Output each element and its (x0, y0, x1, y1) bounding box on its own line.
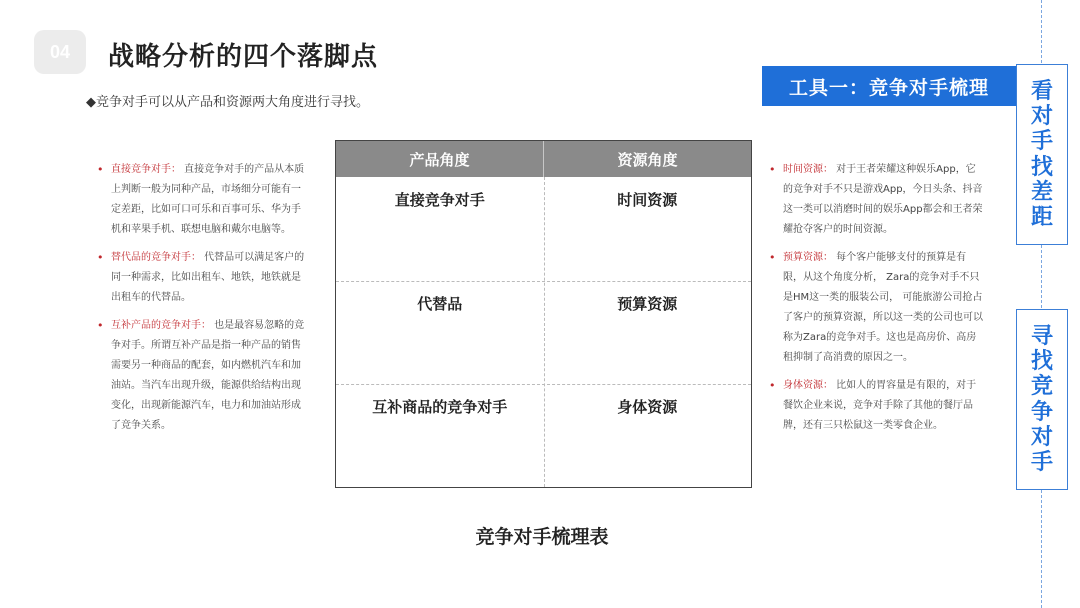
table-caption: 竞争对手梳理表 (475, 526, 609, 548)
list-item (95, 248, 309, 308)
slide-title: 战略分析的四个落脚点 (108, 42, 379, 72)
matrix-body (336, 177, 751, 487)
list-item (767, 160, 983, 240)
intro-text: ◆竞争对手可以从产品和资源两大角度进行寻找。 (86, 95, 369, 110)
list-item-text: 直接竞争对手的产品从本质上判断一般为同种产品，市场细分可能有一定差距，比如可口可乐和百事可乐、华为手机和苹果手机、联想电脑和戴尔电脑等。 (111, 164, 305, 235)
matrix-divider (336, 281, 751, 282)
matrix-header-product: 产品角度 (409, 150, 470, 169)
matrix-cell: 身体资源 (617, 398, 678, 416)
list-item-term: 替代品的竞争对手： (111, 252, 201, 263)
matrix-header-row (336, 141, 751, 177)
matrix-cell: 互补商品的竞争对手 (372, 398, 508, 416)
list-item-text: 比如人的胃容量是有限的，对于餐饮企业来说，竞争对手除了其他的餐厅品牌，还有三只松鼠这一类零食企业。 (783, 380, 977, 431)
list-item (95, 316, 309, 436)
side-tab-char: 对 (1030, 103, 1053, 129)
side-tab-char: 寻 (1030, 323, 1053, 349)
list-item (95, 160, 309, 240)
matrix-cell: 预算资源 (617, 295, 678, 313)
list-item-text: 每个客户能够支付的预算是有限，从这个角度分析， Zara的竞争对手不只是HM这一类的服装公司， 可能旅游公司抢占了客户的预算资源，所以这一类的公司也可以称为Zara的竞争对手。这也是高房价、高房租抑制了高消费的原因之一。 (783, 252, 983, 363)
side-tab-char: 手 (1030, 129, 1053, 155)
list-item-term: 预算资源： (783, 252, 833, 263)
side-tab-char: 找 (1030, 348, 1053, 374)
list-item-text: 代替品可以满足客户的同一种需求，比如出租车、地铁，地铁就是出租车的代替品。 (111, 252, 305, 303)
matrix-divider (544, 177, 545, 487)
list-item-term: 直接竞争对手： (111, 164, 181, 175)
list-item-text: 对于王者荣耀这种娱乐App，它的竞争对手不只是游戏App，今日头条、抖音这一类可以消磨时间的娱乐App都会和王者荣耀抢夺客户的时间资源。 (783, 164, 983, 235)
side-tab-char: 差 (1030, 179, 1053, 205)
slide-number-badge: 04 (34, 30, 86, 74)
list-item-term: 时间资源： (783, 164, 833, 175)
product-angle-list (95, 160, 309, 444)
side-tab-find-gap (1016, 64, 1068, 245)
list-item (767, 248, 983, 368)
tool-banner: 工具一：竞争对手梳理 (762, 66, 1016, 106)
side-tab-char: 手 (1030, 450, 1053, 476)
list-item-text: 也是最容易忽略的竞争对手。所谓互补产品是指一种产品的销售需要另一种商品的配套，如内燃机汽车和加油站。当汽车出现升级，能源供给结构出现变化，出现新能源汽车，电力和加油站形成了竞争关系。 (111, 320, 305, 431)
matrix-header-resource: 资源角度 (543, 141, 751, 177)
list-item-term: 身体资源： (783, 380, 833, 391)
matrix-cell: 代替品 (417, 295, 463, 313)
competitor-matrix (335, 140, 752, 488)
matrix-divider (336, 384, 751, 385)
side-tab-char: 看 (1030, 78, 1053, 104)
matrix-cell: 直接竞争对手 (394, 191, 485, 209)
matrix-cell: 时间资源 (617, 191, 678, 209)
list-item-term: 互补产品的竞争对手： (111, 320, 211, 331)
resource-angle-list (767, 160, 983, 444)
side-tab-char: 竞 (1030, 374, 1053, 400)
side-tab-char: 距 (1030, 205, 1053, 231)
side-tab-char: 对 (1030, 424, 1053, 450)
side-tab-char: 争 (1030, 399, 1053, 425)
side-tab-find-competitors (1016, 309, 1068, 490)
side-tab-char: 找 (1030, 154, 1053, 180)
list-item (767, 376, 983, 436)
